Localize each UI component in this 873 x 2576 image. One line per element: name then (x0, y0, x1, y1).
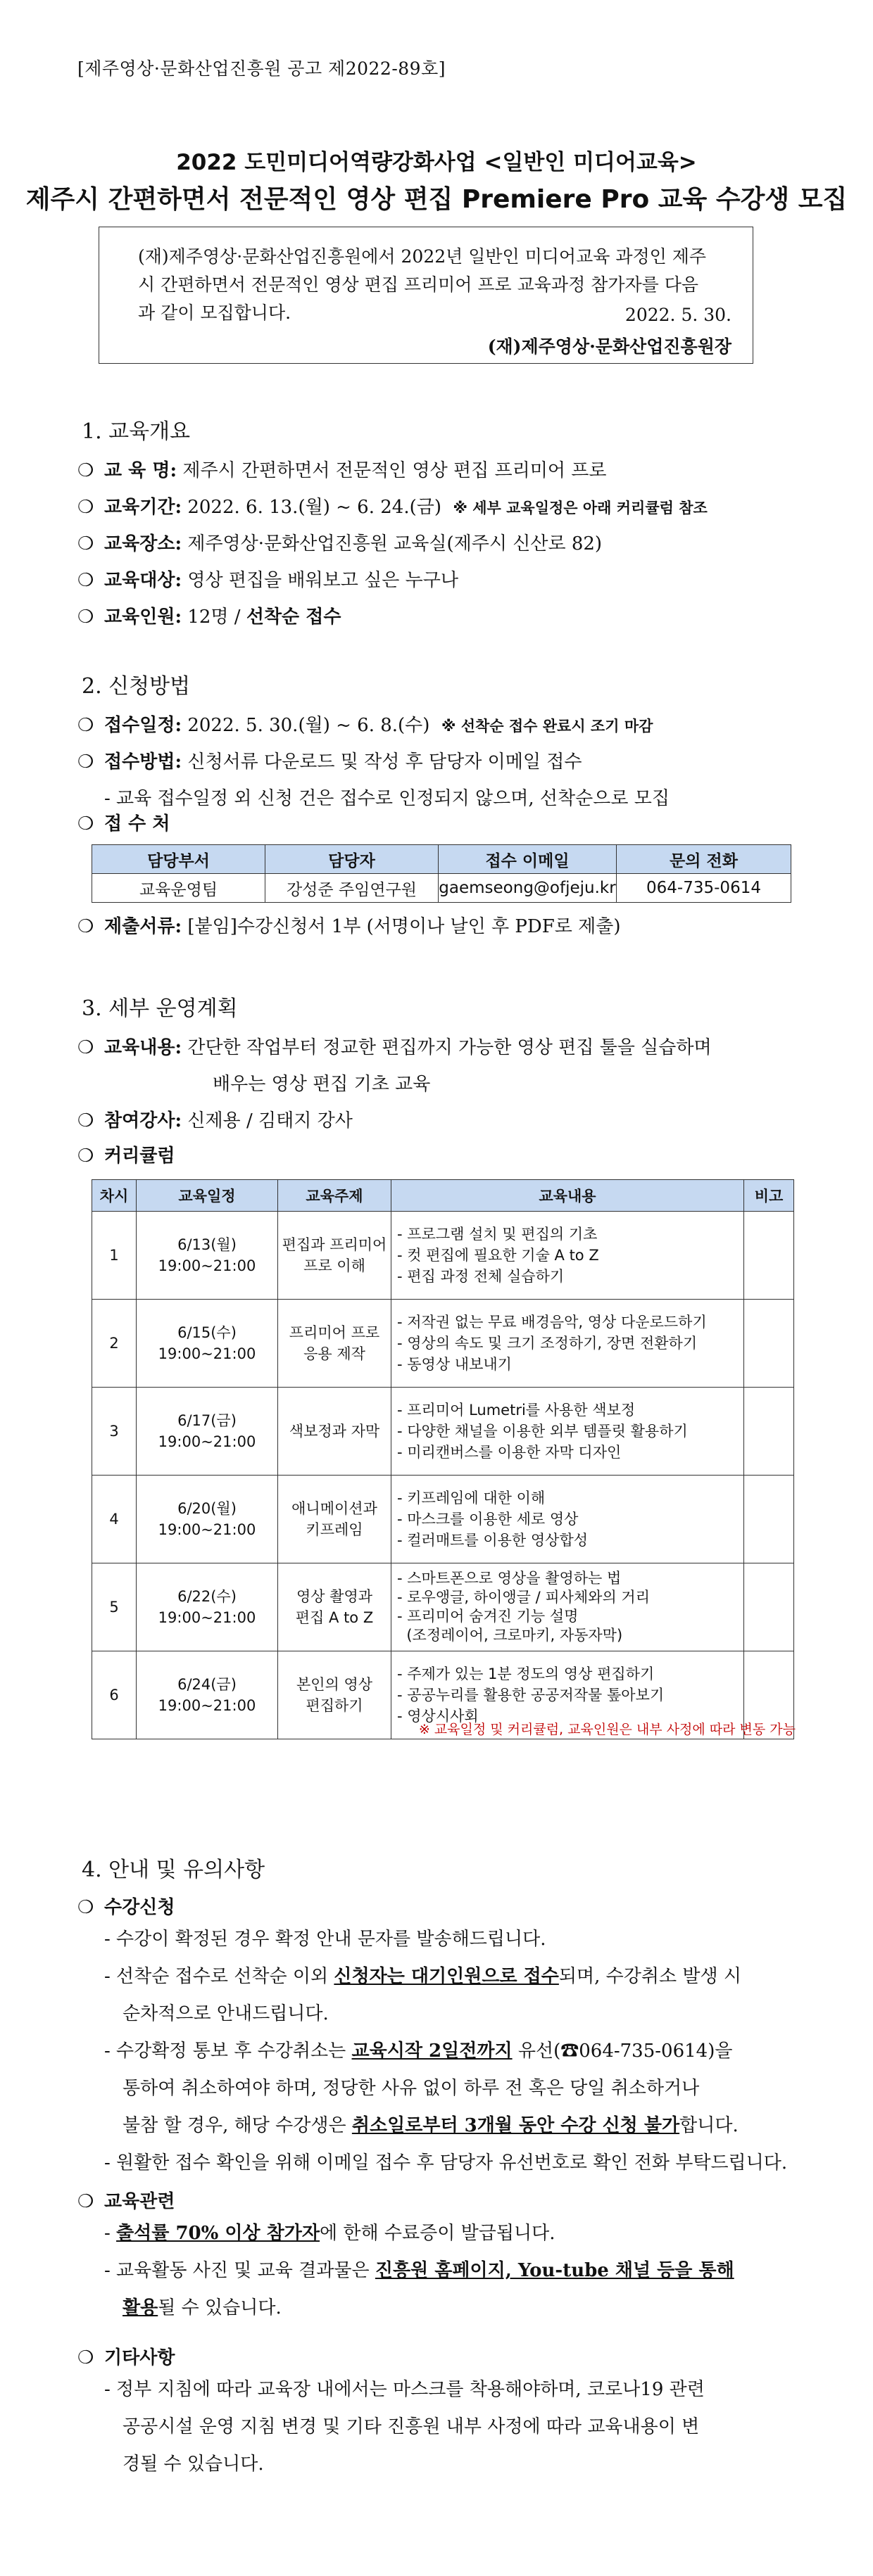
session-no: 4 (92, 1476, 137, 1563)
curriculum-header: 교육일정 (137, 1180, 278, 1212)
sec2-contact-label-row: ❍ 접 수 처 (77, 813, 170, 835)
sec1-item-target: ❍ 교육대상: 영상 편집을 배워보고 싶은 누구나 (77, 570, 459, 591)
curriculum-table (92, 1179, 794, 1739)
bullet-circle-icon: ❍ (77, 916, 94, 937)
sec1-item-count: ❍ 교육인원: 12명 / 선착순 접수 (77, 607, 341, 628)
curriculum-header: 교육주제 (278, 1180, 391, 1212)
session-no: 3 (92, 1388, 137, 1476)
curriculum-note: ※ 교육일정 및 커리큘럼, 교육인원은 내부 사정에 따라 변동 가능 (418, 1722, 796, 1737)
contact-dept: 교육운영팀 (92, 874, 265, 903)
curriculum-row (92, 1300, 794, 1388)
sec2-method: ❍ 접수방법: 신청서류 다운로드 및 작성 후 담당자 이메일 접수 (77, 751, 582, 773)
contact-email[interactable]: gaemseong@ofjeju.kr (439, 874, 617, 903)
session-remark (744, 1388, 794, 1476)
bullet-circle-icon: ❍ (77, 813, 94, 835)
bullet-circle-icon: ❍ (77, 715, 94, 736)
session-date: 6/22(수) 19:00~21:00 (137, 1563, 278, 1651)
curriculum-row (92, 1476, 794, 1563)
contact-header: 담당부서 (92, 845, 265, 874)
bullet-circle-icon: ❍ (77, 751, 94, 773)
sec4-enroll-body: - 수강이 확정된 경우 확정 안내 문자를 발송해드립니다. - 선착순 접수로 선착순 이외 신청자는 대기인원으로 접수되며, 수강취소 발생 시 순차적으로 안내드립니다. - 수강확정 통보 후 수강취소는 교육시작 2일전까지 유선(☎064-735-0614)을 통하여 취소하여야 하며, 정당한 사유 없이 하루 전 혹은 당일 취소하거나 불참 할 경우, 해당 수강생은 취소일로부터 3개월 동안 수강 신청 불가합니다. - 원활한 접수 확인을 위해 이메일 접수 후 담당자 유선번호로 확인 전화 부탁드립니다. (104, 1929, 788, 2174)
sec3-instructor: ❍ 참여강사: 신제용 / 김태지 강사 (77, 1110, 353, 1131)
curriculum-header: 교육내용 (391, 1180, 744, 1212)
curriculum-header: 차시 (92, 1180, 137, 1212)
curriculum-header-row (92, 1180, 794, 1212)
session-date: 6/20(월) 19:00~21:00 (137, 1476, 278, 1563)
sec4-etc-body: - 정부 지침에 따라 교육장 내에서는 마스크를 착용해야하며, 코로나19 관련 공공시설 운영 지침 변경 및 기타 진흥원 내부 사정에 따라 교육내용이 변 경될 수 있습니다. (104, 2379, 705, 2475)
session-content: - 프로그램 설치 및 편집의 기초 - 컷 편집에 필요한 기술 A to Z - 편집 과정 전체 실습하기 (391, 1212, 744, 1300)
session-no: 2 (92, 1300, 137, 1388)
sec2-docs: ❍ 제출서류: [붙임]수강신청서 1부 (서명이나 날인 후 PDF로 제출) (77, 916, 621, 937)
contact-table (92, 844, 791, 903)
curriculum-header: 비고 (744, 1180, 794, 1212)
session-topic: 편집과 프리미어 프로 이해 (278, 1212, 391, 1300)
sec1-item-name: ❍ 교 육 명: 제주시 간편하면서 전문적인 영상 편집 프리미어 프로 (77, 460, 607, 481)
intro-box (99, 227, 753, 364)
title-line-1: 2022 도민미디어역량강화사업 <일반인 미디어교육> (176, 150, 697, 175)
contact-person: 강성준 주임연구원 (265, 874, 439, 903)
session-content: - 프리미어 Lumetri를 사용한 색보정 - 다양한 채널을 이용한 외부 템플릿 활용하기 - 미리캔버스를 이용한 자막 디자인 (391, 1388, 744, 1476)
session-remark (744, 1563, 794, 1651)
sec4-enroll-label: ❍ 수강신청 (77, 1897, 175, 1918)
bullet-circle-icon: ❍ (77, 1897, 94, 1918)
intro-org: (재)제주영상·문화산업진흥원장 (487, 336, 731, 357)
session-topic: 색보정과 자막 (278, 1388, 391, 1476)
notice-number: [제주영상·문화산업진흥원 공고 제2022-89호] (77, 58, 446, 79)
contact-header: 접수 이메일 (439, 845, 617, 874)
bullet-circle-icon: ❍ (77, 460, 94, 481)
contact-header: 담당자 (265, 845, 439, 874)
contact-header-row (92, 845, 791, 874)
session-no: 6 (92, 1651, 137, 1739)
contact-header: 문의 전화 (617, 845, 791, 874)
session-date: 6/13(월) 19:00~21:00 (137, 1212, 278, 1300)
sec4-etc-label: ❍ 기타사항 (77, 2347, 175, 2368)
sec4-edu-label: ❍ 교육관련 (77, 2191, 175, 2212)
session-topic: 본인의 영상 편집하기 (278, 1651, 391, 1739)
sec3-curriculum-label: ❍ 커리큘럼 (77, 1146, 175, 1167)
session-topic: 영상 촬영과 편집 A to Z (278, 1563, 391, 1651)
sec1-item-place: ❍ 교육장소: 제주영상·문화산업진흥원 교육실(제주시 신산로 82) (77, 533, 603, 554)
bullet-circle-icon: ❍ (77, 533, 94, 554)
section-3-heading: 3. 세부 운영계획 (82, 996, 238, 1021)
bullet-circle-icon: ❍ (77, 2191, 94, 2212)
bullet-circle-icon: ❍ (77, 1037, 94, 1058)
sec3-content: ❍ 교육내용: 간단한 작업부터 정교한 편집까지 가능한 영상 편집 툴을 실습하며 (77, 1037, 712, 1058)
sec2-period: ❍ 접수일정: 2022. 5. 30.(월) ~ 6. 8.(수) ※ 선착순 접수 완료시 조기 마감 (77, 715, 653, 736)
session-content: - 주제가 있는 1분 정도의 영상 편집하기 - 공공누리를 활용한 공공저작물 톺아보기 - 영상시사회 (391, 1651, 744, 1739)
bullet-circle-icon: ❍ (77, 607, 94, 628)
contact-phone: 064-735-0614 (617, 874, 791, 903)
sec4-edu-body: - 출석률 70% 이상 참가자에 한해 수료증이 발급됩니다. - 교육활동 사진 및 교육 결과물은 진흥원 홈페이지, You-tube 채널 등을 통해 활용될 수 있습니다. (104, 2223, 734, 2318)
session-topic: 애니메이션과 키프레임 (278, 1476, 391, 1563)
contact-row (92, 874, 791, 903)
bullet-circle-icon: ❍ (77, 1146, 94, 1167)
session-content: - 키프레임에 대한 이해 - 마스크를 이용한 세로 영상 - 컬러매트를 이용한 영상합성 (391, 1476, 744, 1563)
section-2-heading: 2. 신청방법 (82, 674, 191, 699)
sec2-method-sub: - 교육 접수일정 외 신청 건은 접수로 인정되지 않으며, 선착순으로 모집 (104, 788, 670, 809)
curriculum-row (92, 1388, 794, 1476)
title-line-2: 제주시 간편하면서 전문적인 영상 편집 Premiere Pro 교육 수강생 모집 (25, 185, 848, 214)
session-date: 6/24(금) 19:00~21:00 (137, 1651, 278, 1739)
bullet-circle-icon: ❍ (77, 497, 94, 518)
session-date: 6/17(금) 19:00~21:00 (137, 1388, 278, 1476)
session-no: 5 (92, 1563, 137, 1651)
intro-text: (재)제주영상·문화산업진흥원에서 2022년 일반인 미디어교육 과정인 제주시 간편하면서 전문적인 영상 편집 프리미어 프로 교육과정 참가자를 다음과 같이 모집합니다. (138, 246, 707, 323)
session-topic: 프리미어 프로 응용 제작 (278, 1300, 391, 1388)
bullet-circle-icon: ❍ (77, 1110, 94, 1131)
sec1-item-period: ❍ 교육기간: 2022. 6. 13.(월) ~ 6. 24.(금) ※ 세부 교육일정은 아래 커리큘럼 참조 (77, 497, 708, 518)
curriculum-row (92, 1212, 794, 1300)
session-remark (744, 1212, 794, 1300)
bullet-circle-icon: ❍ (77, 2347, 94, 2368)
session-date: 6/15(수) 19:00~21:00 (137, 1300, 278, 1388)
session-content: - 저작권 없는 무료 배경음악, 영상 다운로드하기 - 영상의 속도 및 크기 조정하기, 장면 전환하기 - 동영상 내보내기 (391, 1300, 744, 1388)
section-1-heading: 1. 교육개요 (82, 419, 191, 444)
bullet-circle-icon: ❍ (77, 570, 94, 591)
session-content: - 스마트폰으로 영상을 촬영하는 법 - 로우앵글, 하이앵글 / 피사체와의 거리 - 프리미어 숨겨진 기능 설명 (조정레이어, 크로마키, 자동자막) (391, 1563, 744, 1651)
session-no: 1 (92, 1212, 137, 1300)
section-4-heading: 4. 안내 및 유의사항 (82, 1858, 265, 1882)
curriculum-row (92, 1563, 794, 1651)
session-remark (744, 1476, 794, 1563)
session-remark (744, 1300, 794, 1388)
sec3-content-cont: 배우는 영상 편집 기초 교육 (213, 1074, 431, 1095)
intro-date: 2022. 5. 30. (624, 305, 731, 325)
